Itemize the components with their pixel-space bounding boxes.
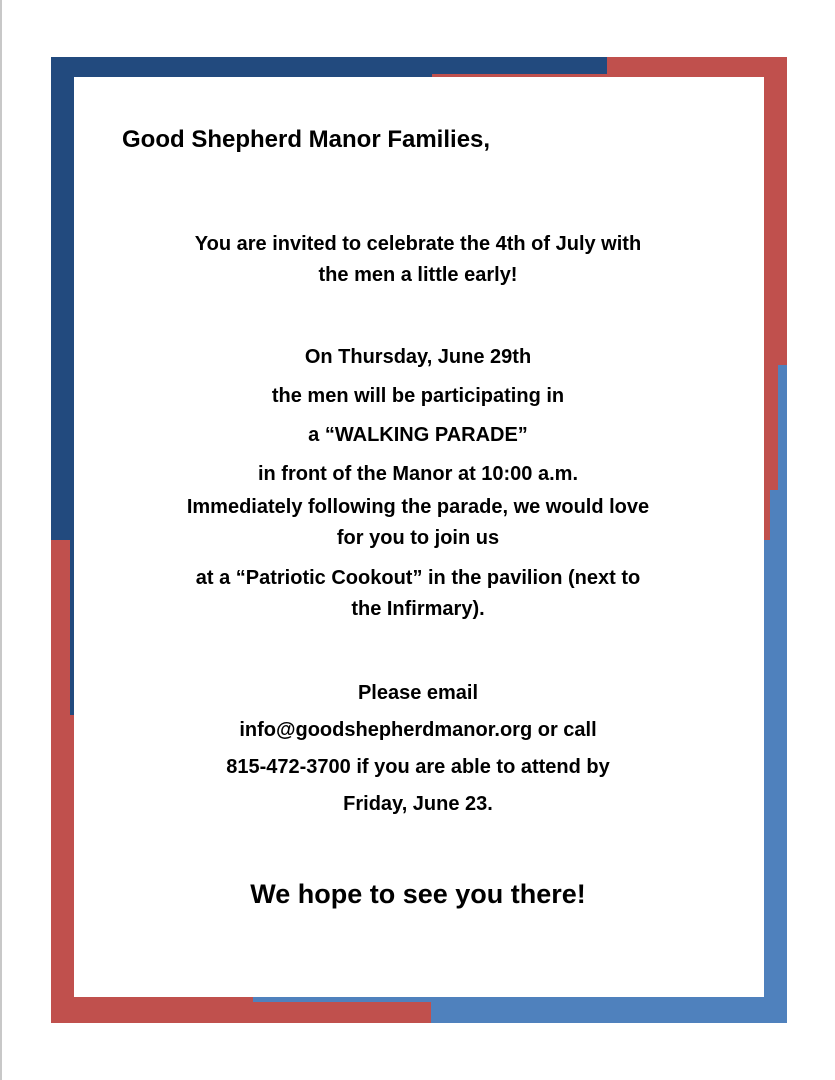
rsvp-paragraph	[94, 675, 742, 823]
parade-line: a “WALKING PARADE”	[308, 424, 528, 446]
border-navy-left	[51, 57, 74, 540]
event-date-line: On Thursday, June 29th	[304, 346, 532, 368]
following-paragraph	[94, 492, 742, 554]
cookout-line: at a “Patriotic Cookout” in the pavilion (next to	[195, 567, 641, 589]
border-blue-bottom	[431, 997, 787, 1023]
rsvp-email-line: info@goodshepherdmanor.org or call	[239, 719, 597, 741]
closing-line: We hope to see you there!	[250, 879, 586, 909]
rsvp-phone-line: 815-472-3700 if you are able to attend by	[226, 756, 610, 778]
cookout-line: the Infirmary).	[351, 598, 485, 620]
following-line: for you to join us	[336, 527, 500, 549]
border-blue-right-strip	[778, 365, 787, 545]
invitation-paragraph	[94, 229, 742, 291]
invitation-line: You are invited to celebrate the 4th of July with	[194, 233, 642, 255]
greeting-heading: Good Shepherd Manor Families,	[122, 126, 491, 153]
following-line: Immediately following the parade, we would love	[186, 496, 650, 518]
participation-line: the men will be participating in	[271, 385, 565, 407]
rsvp-line: Please email	[357, 682, 479, 704]
rsvp-deadline-line: Friday, June 23.	[343, 793, 493, 815]
cookout-paragraph	[94, 563, 742, 625]
event-details	[94, 338, 742, 494]
location-time-line: in front of the Manor at 10:00 a.m.	[257, 463, 579, 485]
border-blue-right	[764, 540, 787, 1023]
border-blue-bottom-step	[253, 997, 433, 1002]
flyer-card	[74, 77, 764, 997]
invitation-line: the men a little early!	[318, 264, 518, 286]
page-edge-line	[0, 0, 2, 1080]
